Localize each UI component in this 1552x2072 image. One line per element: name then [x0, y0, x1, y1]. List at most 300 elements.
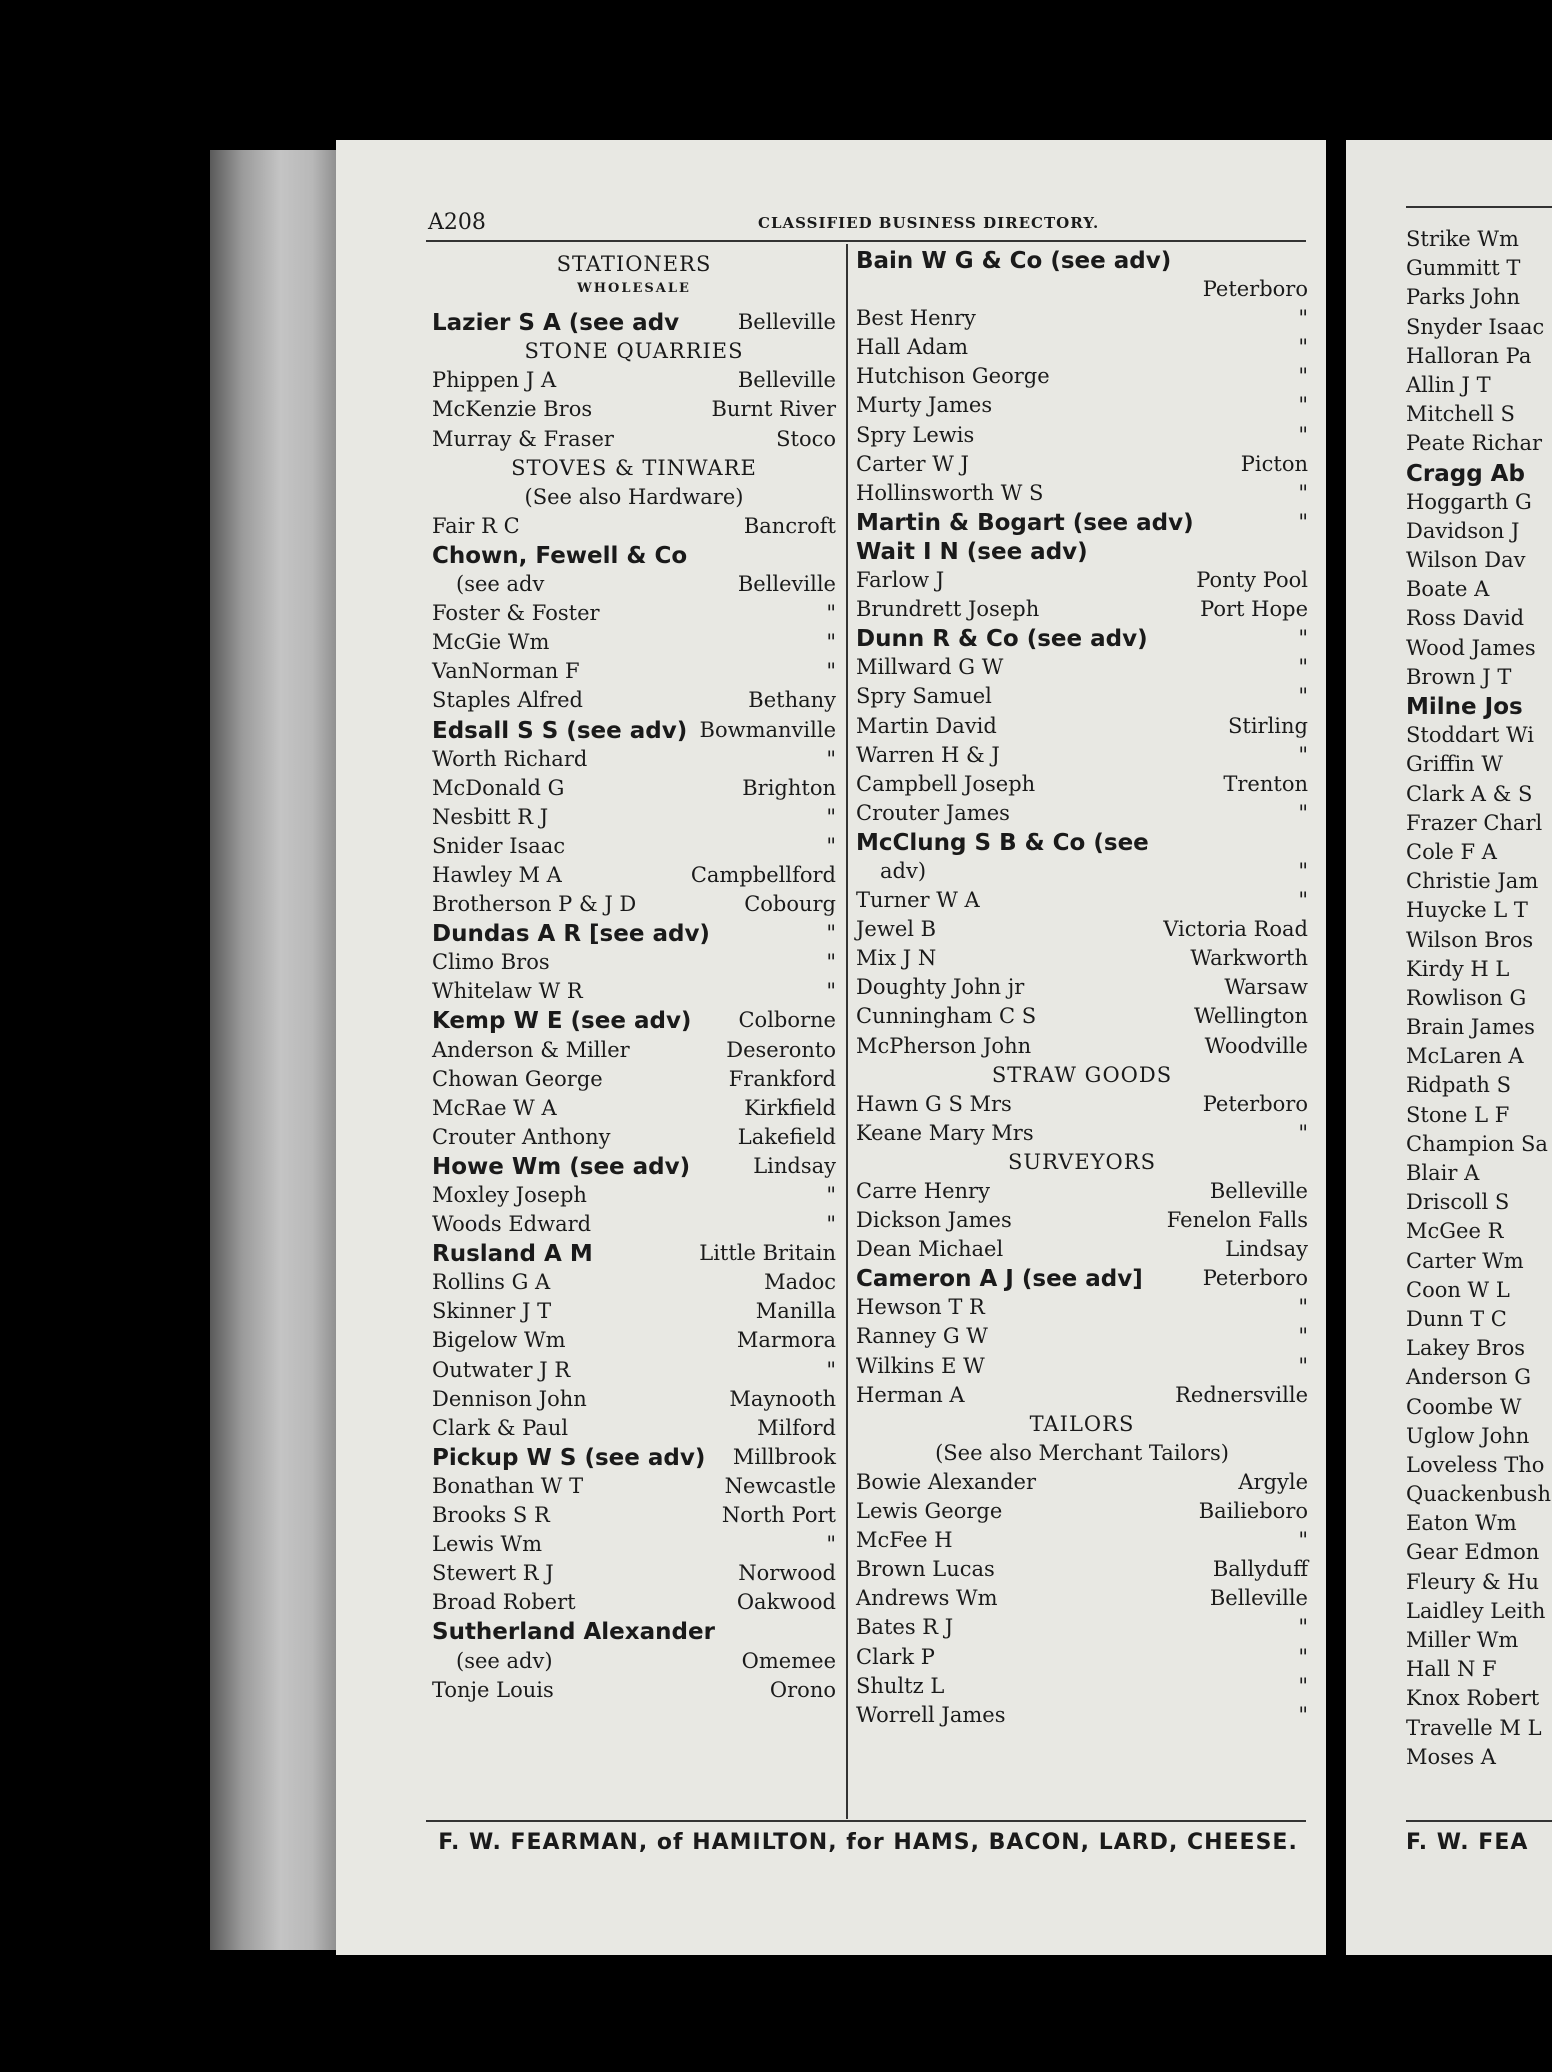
entry-name: Martin & Bogart (see adv) [856, 509, 1194, 536]
entry-name: Rusland A M [432, 1241, 593, 1268]
entry-name: Bigelow Wm [432, 1328, 566, 1353]
entry-name: Christie Jam [1406, 869, 1539, 894]
entry-name: Outwater J R [432, 1357, 571, 1382]
directory-entry [856, 1441, 1308, 1470]
directory-entry [856, 277, 1308, 306]
directory-entry [856, 1499, 1308, 1528]
directory-entry [856, 772, 1308, 801]
directory-entry [856, 1150, 1308, 1179]
entry-place: Little Britain [699, 1241, 836, 1266]
entry-place: Newcastle [724, 1473, 836, 1498]
entry-name: Cole F A [1406, 839, 1497, 864]
directory-entry [432, 718, 836, 747]
directory-entry [856, 335, 1308, 364]
entry-place: " [1298, 364, 1308, 389]
entry-name: Brooks S R [432, 1503, 550, 1528]
entry-name: Worrell James [856, 1702, 1006, 1727]
entry-name: Edsall S S (see adv) [432, 717, 688, 744]
directory-entry [432, 1678, 836, 1707]
entry-name: Fair R C [432, 513, 520, 538]
directory-entry [432, 601, 836, 630]
entry-place: Peterboro [1202, 1091, 1308, 1116]
entry-name: Hall Adam [856, 335, 968, 360]
entry-name: Herman A [856, 1382, 965, 1407]
entry-name: Martin David [856, 713, 997, 738]
entry-name: Chowan George [432, 1066, 603, 1091]
entry-place: Peterboro [1202, 1266, 1308, 1291]
entry-name: Kirdy H L [1406, 956, 1510, 981]
entry-name: Peate Richar [1406, 431, 1543, 456]
entry-name: Anderson & Miller [432, 1037, 630, 1062]
entry-place: " [1298, 1615, 1308, 1640]
entry-place: " [826, 950, 836, 975]
directory-entry [432, 1096, 836, 1125]
entry-name: Halloran Pa [1406, 343, 1532, 368]
directory-entry [856, 1034, 1308, 1063]
entry-name: Wait I N (see adv) [856, 538, 1088, 565]
entry-name: McClung S B & Co (see [856, 829, 1149, 856]
entry-name: Brown J T [1406, 664, 1512, 689]
entry-name: Cameron A J (see adv] [856, 1266, 1143, 1293]
directory-entry [856, 248, 1308, 277]
entry-name: Staples Alfred [432, 688, 583, 713]
entry-name: Stone L F [1406, 1102, 1510, 1127]
entry-place: " [826, 746, 836, 771]
entry-name: Huycke L T [1406, 898, 1528, 923]
directory-entry [432, 688, 836, 717]
entry-name: Dundas A R [see adv) [432, 921, 710, 948]
entry-name: (see adv [456, 572, 545, 597]
entry-name: Hall N F [1406, 1657, 1497, 1682]
entry-name: Cragg Ab [1406, 460, 1525, 487]
directory-entry [432, 659, 836, 688]
entry-place: Argyle [1238, 1469, 1308, 1494]
entry-name: McGee R [1406, 1219, 1504, 1244]
directory-entry [856, 423, 1308, 452]
entry-name: Bain W G & Co (see adv) [856, 248, 1172, 274]
entry-name: Fleury & Hu [1406, 1569, 1540, 1594]
directory-entry [432, 1590, 836, 1619]
directory-entry [432, 572, 836, 601]
directory-entry [856, 946, 1308, 975]
directory-entry [856, 684, 1308, 713]
entry-name: Wilkins E W [856, 1353, 985, 1378]
entry-name: Gummitt T [1406, 256, 1521, 281]
directory-entry [432, 1299, 836, 1328]
directory-entry [856, 917, 1308, 946]
entry-place: Bailieboro [1198, 1499, 1308, 1524]
entry-name: Foster & Foster [432, 601, 600, 626]
entry-name: Doughty John jr [856, 975, 1025, 1000]
directory-entry [856, 1092, 1308, 1121]
entry-place: " [1298, 742, 1308, 767]
directory-entry [856, 1004, 1308, 1033]
entry-name: Clark & Paul [432, 1415, 569, 1440]
entry-name: Moxley Joseph [432, 1183, 587, 1207]
entry-name: Crouter James [856, 800, 1010, 825]
entry-place: " [1298, 1120, 1308, 1145]
entry-place: Ponty Pool [1196, 568, 1308, 593]
entry-place: " [1298, 393, 1308, 418]
entry-name: McGie Wm [432, 630, 550, 655]
entry-place: Lakefield [737, 1124, 836, 1149]
column-divider [846, 244, 848, 1819]
entry-name: McDonald G [432, 775, 565, 800]
directory-entry [432, 863, 836, 892]
directory-entry [432, 1154, 836, 1183]
directory-entry [432, 1358, 836, 1387]
entry-place: Bethany [748, 688, 836, 713]
directory-entry [856, 1557, 1308, 1586]
entry-name: Champion Sa [1406, 1131, 1548, 1156]
entry-place: Stoco [776, 426, 836, 451]
entry-name: Ross David [1406, 606, 1525, 631]
entry-name: Clark A & S [1406, 781, 1533, 806]
entry-name: Quackenbush [1406, 1482, 1551, 1507]
entry-name: Dennison John [432, 1386, 587, 1411]
entry-name: Howe Wm (see adv) [432, 1153, 691, 1180]
entry-name: (See also Merchant Tailors) [935, 1440, 1229, 1465]
directory-entry [432, 368, 836, 397]
entry-place: Deseronto [726, 1037, 836, 1062]
entry-place: Colborne [738, 1008, 836, 1033]
directory-entry [432, 747, 836, 776]
entry-place: Woodville [1204, 1033, 1308, 1058]
directory-entry [856, 888, 1308, 917]
entry-name: Uglow John [1406, 1423, 1530, 1448]
directory-entry [856, 1266, 1308, 1295]
entry-place: " [826, 804, 836, 829]
left-column [432, 252, 836, 1707]
entry-place: " [1298, 480, 1308, 505]
page-header [428, 210, 1308, 238]
entry-place: " [826, 833, 836, 858]
entry-name: Mix J N [856, 946, 937, 971]
entry-name: Allin J T [1406, 372, 1491, 397]
directory-entry [432, 1038, 836, 1067]
directory-entry [856, 743, 1308, 772]
entry-name: Hutchison George [856, 364, 1050, 389]
entry-name: Dunn T C [1406, 1306, 1507, 1331]
entry-place: " [826, 630, 836, 655]
entry-name: Crouter Anthony [432, 1124, 611, 1149]
directory-entry [432, 1125, 836, 1154]
entry-place: " [1298, 1673, 1308, 1698]
directory-entry [856, 1295, 1308, 1324]
entry-name: Rowlison G [1406, 985, 1527, 1010]
directory-entry [856, 364, 1308, 393]
entry-name: Anderson G [1406, 1365, 1531, 1390]
entry-name: Spry Samuel [856, 684, 992, 709]
directory-entry [856, 597, 1308, 626]
entry-name: Lakey Bros [1406, 1336, 1526, 1361]
entry-name: Best Henry [856, 306, 976, 331]
entry-name: Tonje Louis [432, 1677, 554, 1702]
directory-entry [432, 921, 836, 950]
directory-entry [856, 975, 1308, 1004]
directory-entry [432, 310, 836, 339]
directory-entry [432, 1183, 836, 1212]
entry-name: Driscoll S [1406, 1190, 1510, 1215]
directory-entry [432, 514, 836, 543]
entry-place: Trenton [1223, 771, 1308, 796]
entry-name: Stewert R J [432, 1561, 554, 1586]
entry-place: Bancroft [743, 513, 836, 538]
directory-entry [432, 281, 836, 310]
entry-place: North Port [721, 1503, 836, 1528]
entry-place: Cobourg [744, 892, 836, 917]
directory-entry [856, 1208, 1308, 1237]
directory-entry [432, 397, 836, 426]
directory-entry [856, 1528, 1308, 1557]
entry-name: Spry Lewis [856, 422, 975, 447]
entry-name: Rollins G A [432, 1270, 551, 1295]
entry-place: Belleville [1209, 1179, 1308, 1203]
entry-name: Snider Isaac [432, 833, 566, 858]
entry-place: " [1298, 1702, 1308, 1727]
entry-name: (See also Hardware) [524, 484, 744, 509]
directory-entry [432, 1328, 836, 1357]
directory-page [336, 140, 1326, 1955]
directory-entry [856, 626, 1308, 655]
directory-entry [432, 485, 836, 514]
directory-entry [856, 1470, 1308, 1499]
directory-entry [856, 1354, 1308, 1383]
directory-entry [856, 1324, 1308, 1353]
directory-entry [432, 339, 836, 368]
entry-name: Wilson Dav [1406, 548, 1526, 573]
entry-name: Moses A [1406, 1744, 1496, 1769]
entry-place: " [1298, 655, 1308, 680]
entry-place: " [1298, 1644, 1308, 1669]
directory-entry [432, 776, 836, 805]
entry-place: Belleville [737, 368, 836, 393]
directory-entry [856, 393, 1308, 422]
directory-entry [856, 830, 1308, 859]
entry-name: SURVEYORS [1008, 1149, 1156, 1174]
entry-name: (see adv) [456, 1648, 553, 1673]
entry-name: Brundrett Joseph [856, 597, 1040, 622]
entry-name: McKenzie Bros [432, 397, 593, 422]
entry-place: Brighton [742, 775, 836, 800]
entry-name: Coon W L [1406, 1277, 1510, 1302]
directory-entry [432, 1008, 836, 1037]
entry-place: Warkworth [1190, 946, 1308, 971]
entry-name: Broad Robert [432, 1590, 576, 1615]
directory-entry [856, 655, 1308, 684]
directory-entry [432, 543, 836, 572]
entry-place: Wellington [1193, 1004, 1308, 1029]
entry-name: Dickson James [856, 1208, 1012, 1233]
entry-name: Lazier S A (see adv [432, 310, 680, 337]
entry-name: VanNorman F [432, 659, 580, 684]
entry-name: Bonathan W T [432, 1473, 584, 1498]
entry-name: Loveless Tho [1406, 1452, 1545, 1477]
entry-name: Woods Edward [432, 1212, 592, 1237]
entry-place: Port Hope [1200, 597, 1308, 622]
directory-entry [856, 452, 1308, 481]
entry-place: Burnt River [711, 397, 836, 422]
directory-entry [432, 892, 836, 921]
entry-name: STRAW GOODS [991, 1062, 1173, 1087]
entry-name: Wood James [1406, 635, 1536, 660]
entry-name: Brown Lucas [856, 1557, 995, 1582]
entry-name: Ranney G W [856, 1324, 988, 1349]
entry-name: McPherson John [856, 1033, 1032, 1058]
entry-name: Shultz L [856, 1673, 945, 1698]
page-title: CLASSIFIED BUSINESS DIRECTORY. [758, 214, 1100, 232]
entry-place: " [1298, 684, 1308, 709]
directory-entry [856, 1674, 1308, 1703]
entry-place: Frankford [728, 1066, 836, 1091]
entry-place: Madoc [764, 1270, 836, 1295]
directory-entry [856, 568, 1308, 597]
directory-entry [856, 1121, 1308, 1150]
entry-name: Eaton Wm [1406, 1511, 1517, 1536]
entry-name: Skinner J T [432, 1299, 552, 1324]
entry-name: Jewel B [856, 917, 937, 942]
entry-name: Andrews Wm [856, 1586, 998, 1611]
header-rule [426, 240, 1306, 242]
directory-entry [856, 1703, 1308, 1732]
entry-place: Omemee [741, 1648, 836, 1673]
directory-entry [856, 1615, 1308, 1644]
entry-name: Mitchell S [1406, 402, 1515, 427]
entry-place: " [1298, 509, 1308, 534]
entry-name: Phippen J A [432, 368, 557, 393]
entry-name: Campbell Joseph [856, 771, 1036, 796]
entry-place: Belleville [1209, 1586, 1308, 1611]
entry-name: Strike Wm [1406, 227, 1519, 251]
directory-entry [432, 1416, 836, 1445]
entry-place: Millbrook [732, 1444, 836, 1469]
entry-name: McFee H [856, 1528, 953, 1553]
entry-place: " [826, 979, 836, 1004]
entry-place: Peterboro [1202, 277, 1308, 302]
entry-name: Climo Bros [432, 950, 550, 975]
directory-entry [432, 1619, 836, 1648]
entry-place: " [1298, 1353, 1308, 1378]
entry-name: Keane Mary Mrs [856, 1120, 1034, 1145]
entry-name: Gear Edmon [1406, 1540, 1540, 1565]
directory-entry [856, 481, 1308, 510]
directory-entry [432, 1270, 836, 1299]
entry-name: Travelle M L [1406, 1715, 1542, 1740]
directory-entry [432, 427, 836, 456]
directory-entry [432, 979, 836, 1008]
entry-name: Hawn G S Mrs [856, 1091, 1012, 1116]
entry-place: Milford [757, 1415, 836, 1440]
entry-name: Lewis George [856, 1499, 1003, 1524]
entry-name: Stoddart Wi [1406, 723, 1534, 748]
entry-place: " [1298, 1295, 1308, 1320]
directory-entry [432, 1474, 836, 1503]
directory-entry [432, 1212, 836, 1241]
entry-place: Belleville [737, 310, 836, 335]
entry-place: Lindsay [753, 1153, 836, 1178]
entry-name: STATIONERS [556, 252, 712, 276]
entry-name: Carre Henry [856, 1179, 990, 1203]
directory-entry [432, 950, 836, 979]
entry-place: " [826, 1532, 836, 1557]
entry-place: " [1298, 1324, 1308, 1349]
entry-place: " [826, 601, 836, 626]
entry-name: WHOLESALE [577, 281, 691, 297]
directory-entry [856, 1412, 1308, 1441]
directory-entry [856, 859, 1308, 888]
directory-entry [856, 306, 1308, 335]
footer-rule [426, 1820, 1306, 1822]
book-spine [210, 150, 338, 1950]
directory-entry [432, 630, 836, 659]
entry-name: Wilson Bros [1406, 927, 1534, 952]
directory-entry [432, 1445, 836, 1474]
entry-name: Boate A [1406, 577, 1490, 602]
directory-entry [856, 1063, 1308, 1092]
entry-name: Hewson T R [856, 1295, 985, 1320]
entry-place: " [826, 1183, 836, 1207]
entry-name: Murray & Fraser [432, 426, 614, 451]
entry-name: Nesbitt R J [432, 804, 549, 829]
entry-name: Dunn R & Co (see adv) [856, 626, 1148, 653]
entry-name: Chown, Fewell & Co [432, 542, 688, 569]
entry-place: Maynooth [729, 1386, 836, 1411]
entry-name: STOVES & TINWARE [511, 455, 757, 480]
entry-name: Kemp W E (see adv) [432, 1008, 692, 1035]
entry-place: " [826, 1212, 836, 1237]
entry-name: Cunningham C S [856, 1004, 1037, 1029]
entry-place: " [1298, 422, 1308, 447]
entry-place: Warsaw [1224, 975, 1308, 1000]
entry-name: Worth Richard [432, 746, 588, 771]
entry-place: " [1298, 626, 1308, 651]
entry-name: Hollinsworth W S [856, 480, 1044, 505]
entry-place: " [826, 921, 836, 946]
entry-name: Frazer Charl [1406, 810, 1543, 835]
entry-name: Griffin W [1406, 752, 1503, 777]
entry-place: " [1298, 306, 1308, 331]
directory-entry [432, 1561, 836, 1590]
entry-name: Blair A [1406, 1161, 1480, 1185]
entry-place: Fenelon Falls [1166, 1208, 1308, 1233]
facing-footer-rule [1406, 1820, 1552, 1822]
entry-name: McRae W A [432, 1095, 557, 1120]
directory-entry [856, 510, 1308, 539]
entry-name: McLaren A [1406, 1044, 1524, 1069]
entry-name: Bates R J [856, 1615, 954, 1640]
facing-footer: F. W. FEA [1406, 1830, 1529, 1855]
page-number: A208 [428, 210, 486, 235]
directory-entry [856, 714, 1308, 743]
entry-place: " [1298, 858, 1308, 883]
entry-name: Sutherland Alexander [432, 1619, 715, 1646]
entry-name: STONE QUARRIES [524, 339, 744, 364]
entry-name: Warren H & J [856, 742, 1000, 767]
entry-name: Carter Wm [1406, 1248, 1524, 1273]
entry-place: " [1298, 888, 1308, 913]
facing-header-rule [1406, 206, 1552, 208]
directory-entry [432, 1387, 836, 1416]
entry-place: " [826, 1357, 836, 1382]
entry-place: Lindsay [1225, 1237, 1308, 1262]
directory-entry [856, 1237, 1308, 1266]
facing-page [1346, 140, 1552, 1955]
entry-place: Stirling [1228, 713, 1308, 738]
entry-name: adv) [880, 858, 927, 883]
entry-name: TAILORS [1029, 1411, 1135, 1436]
directory-entry [856, 1645, 1308, 1674]
directory-entry [856, 801, 1308, 830]
